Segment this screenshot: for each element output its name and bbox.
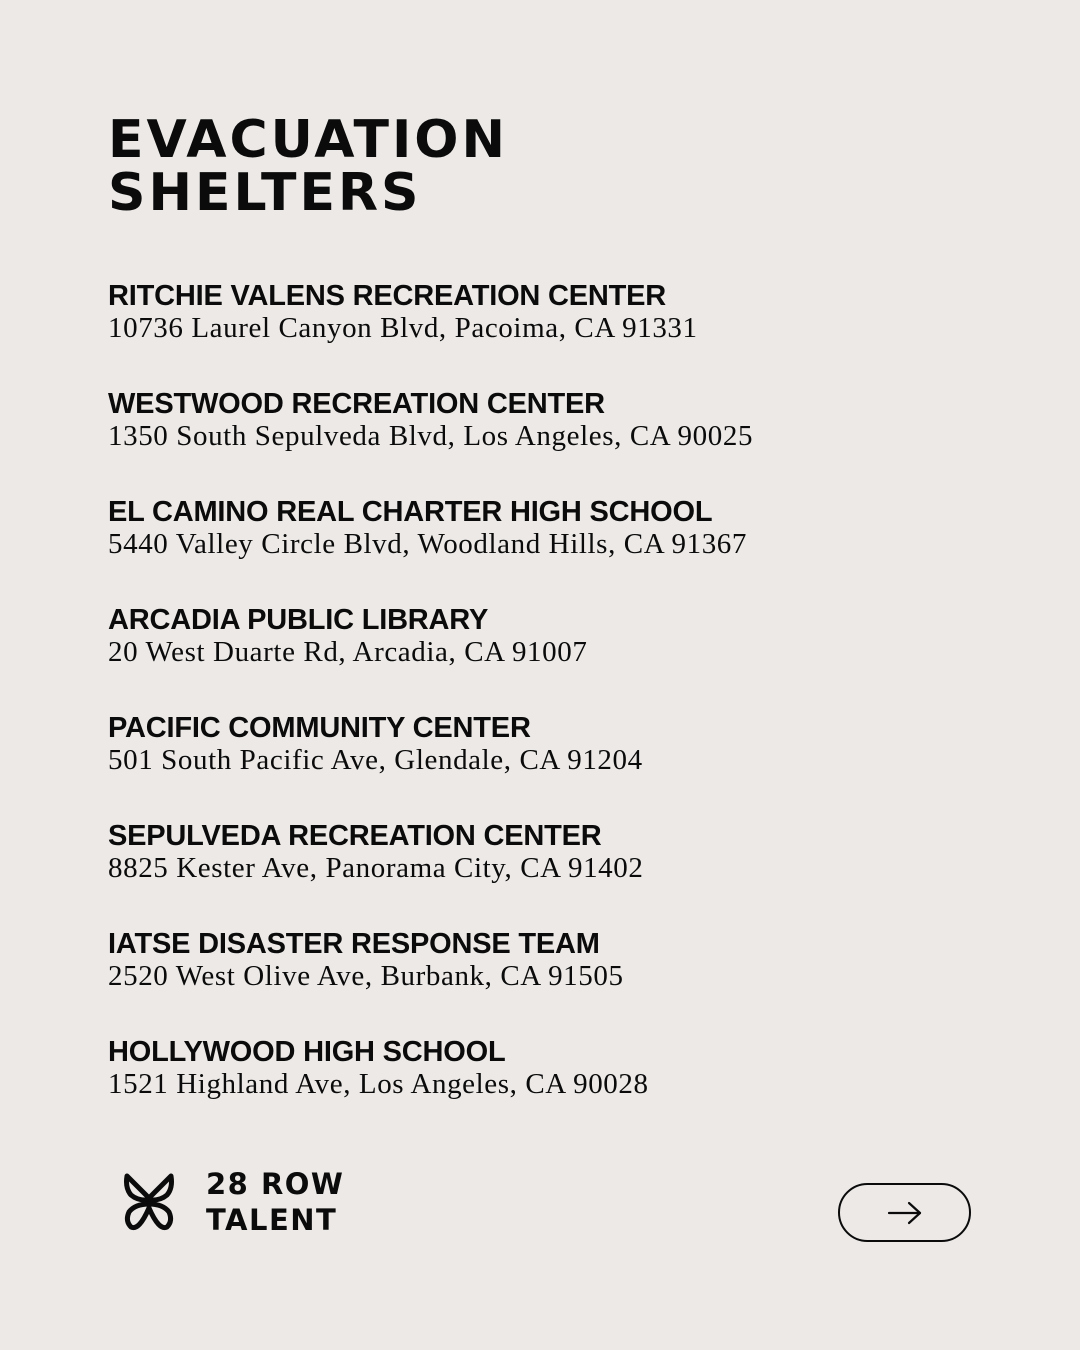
list-item (108, 927, 1008, 1035)
list-item (108, 819, 1008, 927)
shelter-address: 1350 South Sepulveda Blvd, Los Angeles, CA 90025 (108, 420, 754, 452)
list-item (108, 387, 1008, 495)
shelter-name: SEPULVEDA RECREATION CENTER (108, 820, 602, 852)
brand-name (206, 1166, 344, 1238)
shelter-list (108, 279, 1008, 1143)
next-button[interactable] (838, 1183, 971, 1242)
shelter-name: EL CAMINO REAL CHARTER HIGH SCHOOL (108, 496, 713, 528)
shelter-name: RITCHIE VALENS RECREATION CENTER (108, 280, 667, 312)
shelter-address: 501 South Pacific Ave, Glendale, CA 91204 (108, 744, 643, 776)
butterfly-icon (122, 1171, 176, 1233)
page-title-line-1: EVACUATION (108, 110, 509, 170)
shelter-address: 5440 Valley Circle Blvd, Woodland Hills, CA 91367 (108, 528, 748, 560)
brand-name-line-1: 28 ROW (206, 1167, 345, 1201)
shelter-address: 8825 Kester Ave, Panorama City, CA 91402 (108, 852, 644, 884)
list-item (108, 279, 1008, 387)
arrow-right-icon (886, 1200, 924, 1226)
brand (122, 1166, 344, 1238)
shelter-address: 1521 Highland Ave, Los Angeles, CA 90028 (108, 1068, 649, 1100)
shelter-name: ARCADIA PUBLIC LIBRARY (108, 604, 489, 636)
shelter-name: IATSE DISASTER RESPONSE TEAM (108, 928, 600, 960)
list-item (108, 711, 1008, 819)
list-item (108, 495, 1008, 603)
shelter-name: HOLLYWOOD HIGH SCHOOL (108, 1036, 506, 1068)
shelter-name: PACIFIC COMMUNITY CENTER (108, 712, 531, 744)
shelter-address: 20 West Duarte Rd, Arcadia, CA 91007 (108, 636, 588, 668)
shelter-name: WESTWOOD RECREATION CENTER (108, 388, 605, 420)
brand-name-line-2: TALENT (206, 1203, 338, 1237)
page-title (108, 110, 509, 223)
list-item (108, 1035, 1008, 1143)
shelter-address: 2520 West Olive Ave, Burbank, CA 91505 (108, 960, 624, 992)
page-title-line-2: SHELTERS (108, 163, 422, 223)
list-item (108, 603, 1008, 711)
shelter-address: 10736 Laurel Canyon Blvd, Pacoima, CA 91331 (108, 312, 698, 344)
